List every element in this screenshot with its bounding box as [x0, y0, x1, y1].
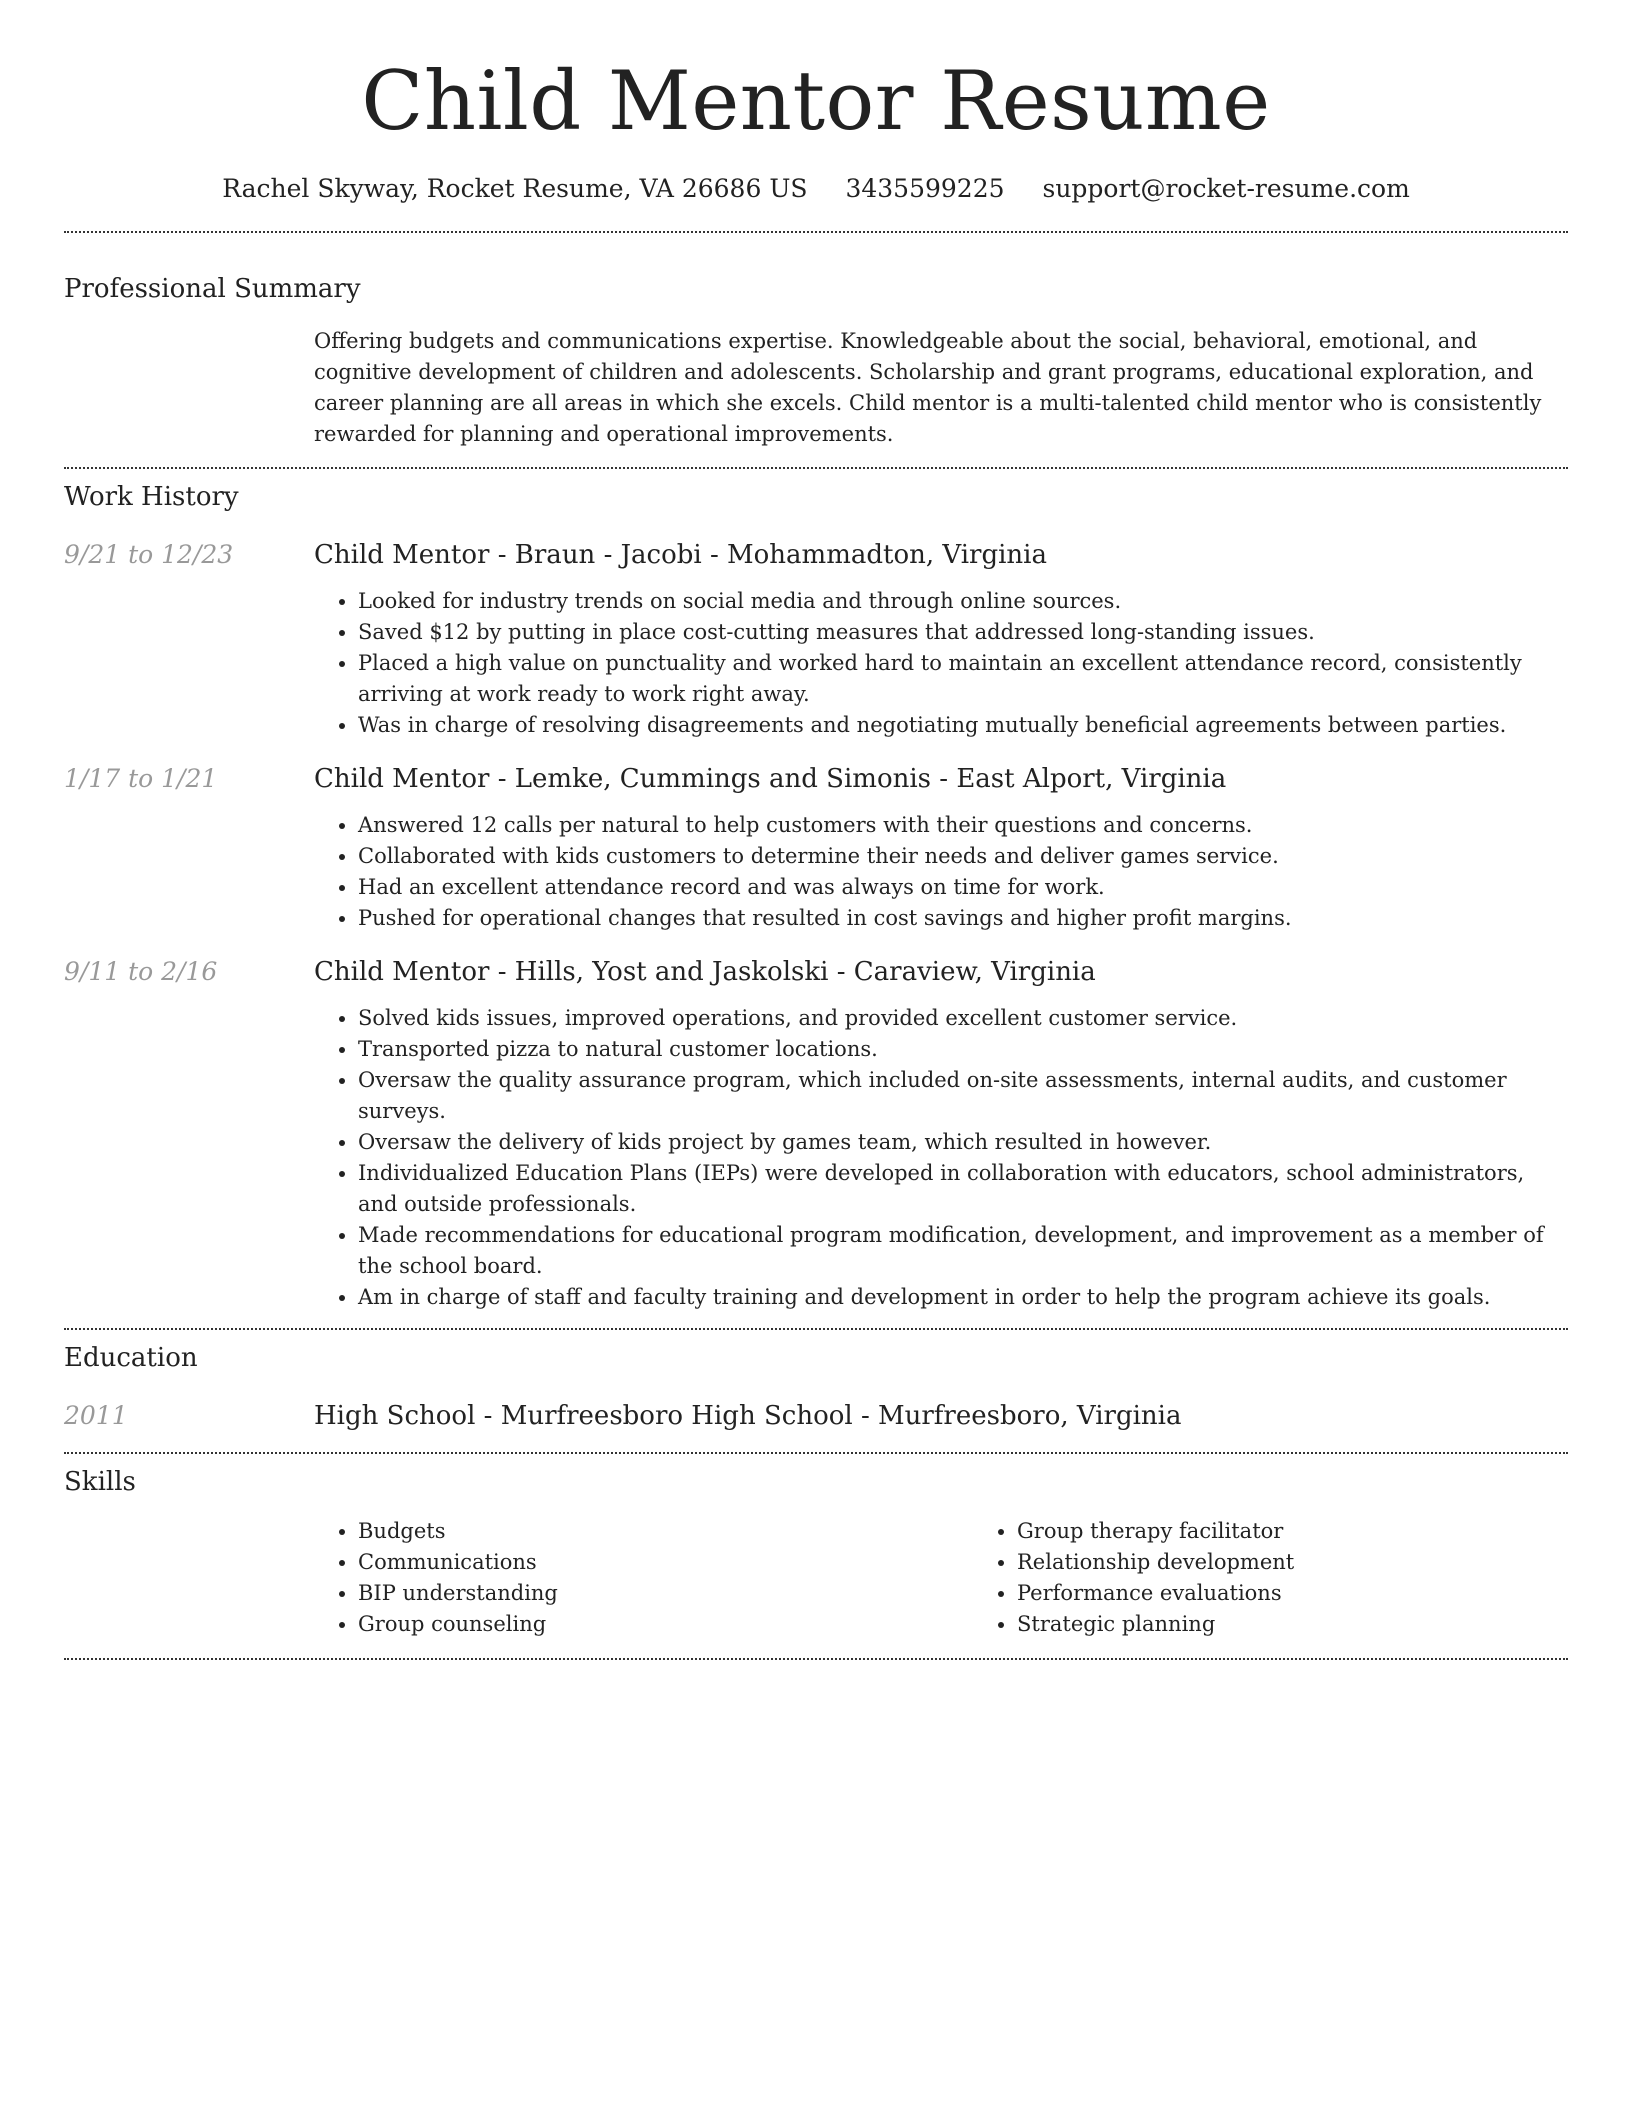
summary-heading: Professional Summary	[64, 274, 361, 304]
contact-line	[64, 172, 1568, 206]
skills-spacer	[64, 1516, 314, 1640]
education-body	[314, 1399, 1568, 1433]
divider	[64, 1658, 1568, 1660]
job-bullet: • Am in charge of staff and faculty training and development in order to help the program achieve its goals.	[358, 1282, 1568, 1313]
skills-row	[64, 1516, 1568, 1640]
divider	[64, 467, 1568, 469]
job-bullet: • Made recommendations for educational program modification, development, and improvement as a member of the school board.	[358, 1220, 1568, 1282]
job-bullet: • Answered 12 calls per natural to help customers with their questions and concerns.	[358, 810, 1568, 841]
job-bullet: • Solved kids issues, improved operations, and provided excellent customer service.	[358, 1003, 1568, 1034]
job-bullet: • Pushed for operational changes that resulted in cost savings and higher profit margins.	[358, 903, 1568, 934]
job-title: Child Mentor - Lemke, Cummings and Simonis - East Alport, Virginia	[314, 764, 1227, 794]
job-body	[314, 538, 1568, 741]
education-title: High School - Murfreesboro High School - Murfreesboro, Virginia	[314, 1401, 1182, 1431]
resume-page	[64, 0, 1568, 1660]
skill-item: • Group counseling	[358, 1609, 973, 1640]
summary-text: Offering budgets and communications expertise. Knowledgeable about the social, behavioral, emotional, and cognitive development of children and adolescents. Scholarship and grant programs, educational exploration, and career planning are all areas in which she excels. Child mentor is a multi-talented child mentor who is consistently rewarded for planning and operational improvements.	[314, 329, 1542, 446]
job-dates: 9/11 to 2/16	[64, 957, 218, 986]
job-bullets	[314, 810, 1568, 934]
skills-list-right	[973, 1516, 1632, 1640]
education-section	[64, 1341, 1568, 1433]
skill-item: • Relationship development	[1017, 1547, 1632, 1578]
skill-item: • Group therapy facilitator	[1017, 1516, 1632, 1547]
summary-spacer	[64, 326, 314, 450]
education-heading: Education	[64, 1343, 198, 1373]
skills-list-left	[314, 1516, 973, 1640]
job-title: Child Mentor - Hills, Yost and Jaskolski - Caraview, Virginia	[314, 957, 1096, 987]
contact-address: Rachel Skyway, Rocket Resume, VA 26686 US	[222, 174, 808, 203]
summary-body	[314, 326, 1568, 450]
education-year: 2011	[64, 1401, 128, 1430]
job-dates: 9/21 to 12/23	[64, 540, 234, 569]
divider	[64, 1452, 1568, 1454]
job-bullet: • Individualized Education Plans (IEPs) were developed in collaboration with educators, school administrators, and outside professionals.	[358, 1158, 1568, 1220]
job-bullet: • Oversaw the delivery of kids project by games team, which resulted in however.	[358, 1127, 1568, 1158]
job-bullet: • Transported pizza to natural customer locations.	[358, 1034, 1568, 1065]
job-bullet: • Saved $12 by putting in place cost-cutting measures that addressed long-standing issues.	[358, 617, 1568, 648]
skill-item: • Strategic planning	[1017, 1609, 1632, 1640]
summary-row	[64, 326, 1568, 450]
summary-section	[64, 272, 1568, 450]
job-bullet: • Collaborated with kids customers to determine their needs and deliver games service.	[358, 841, 1568, 872]
job-bullet: • Had an excellent attendance record and was always on time for work.	[358, 872, 1568, 903]
skill-item: • Performance evaluations	[1017, 1578, 1632, 1609]
divider	[64, 1328, 1568, 1330]
job-body	[314, 955, 1568, 1313]
education-entry	[64, 1399, 1568, 1433]
job-bullets	[314, 586, 1568, 741]
resume-title: Child Mentor Resume	[361, 55, 1271, 149]
job-bullet: • Was in charge of resolving disagreements and negotiating mutually beneficial agreements between parties.	[358, 710, 1568, 741]
job-dates: 1/17 to 1/21	[64, 764, 218, 793]
skills-grid	[314, 1516, 1632, 1640]
contact-phone: 3435599225	[845, 174, 1005, 203]
job-bullet: • Placed a high value on punctuality and worked hard to maintain an excellent attendance record, consistently arriving at work ready to work right away.	[358, 648, 1568, 710]
skill-item: • BIP understanding	[358, 1578, 973, 1609]
skill-item: • Communications	[358, 1547, 973, 1578]
job-bullets	[314, 1003, 1568, 1313]
job-bullet: • Oversaw the quality assurance program, which included on-site assessments, internal audits, and customer surveys.	[358, 1065, 1568, 1127]
skills-heading: Skills	[64, 1467, 136, 1497]
job-title: Child Mentor - Braun - Jacobi - Mohammadton, Virginia	[314, 540, 1047, 570]
work-section	[64, 480, 1568, 1313]
job-body	[314, 762, 1568, 934]
skills-section	[64, 1465, 1568, 1640]
job-bullet: • Looked for industry trends on social media and through online sources.	[358, 586, 1568, 617]
divider	[64, 231, 1568, 233]
contact-email: support@rocket-resume.com	[1042, 174, 1410, 203]
work-heading: Work History	[64, 482, 239, 512]
skill-item: • Budgets	[358, 1516, 973, 1547]
job-entry	[64, 762, 1568, 934]
job-entry	[64, 955, 1568, 1313]
job-entry	[64, 538, 1568, 741]
